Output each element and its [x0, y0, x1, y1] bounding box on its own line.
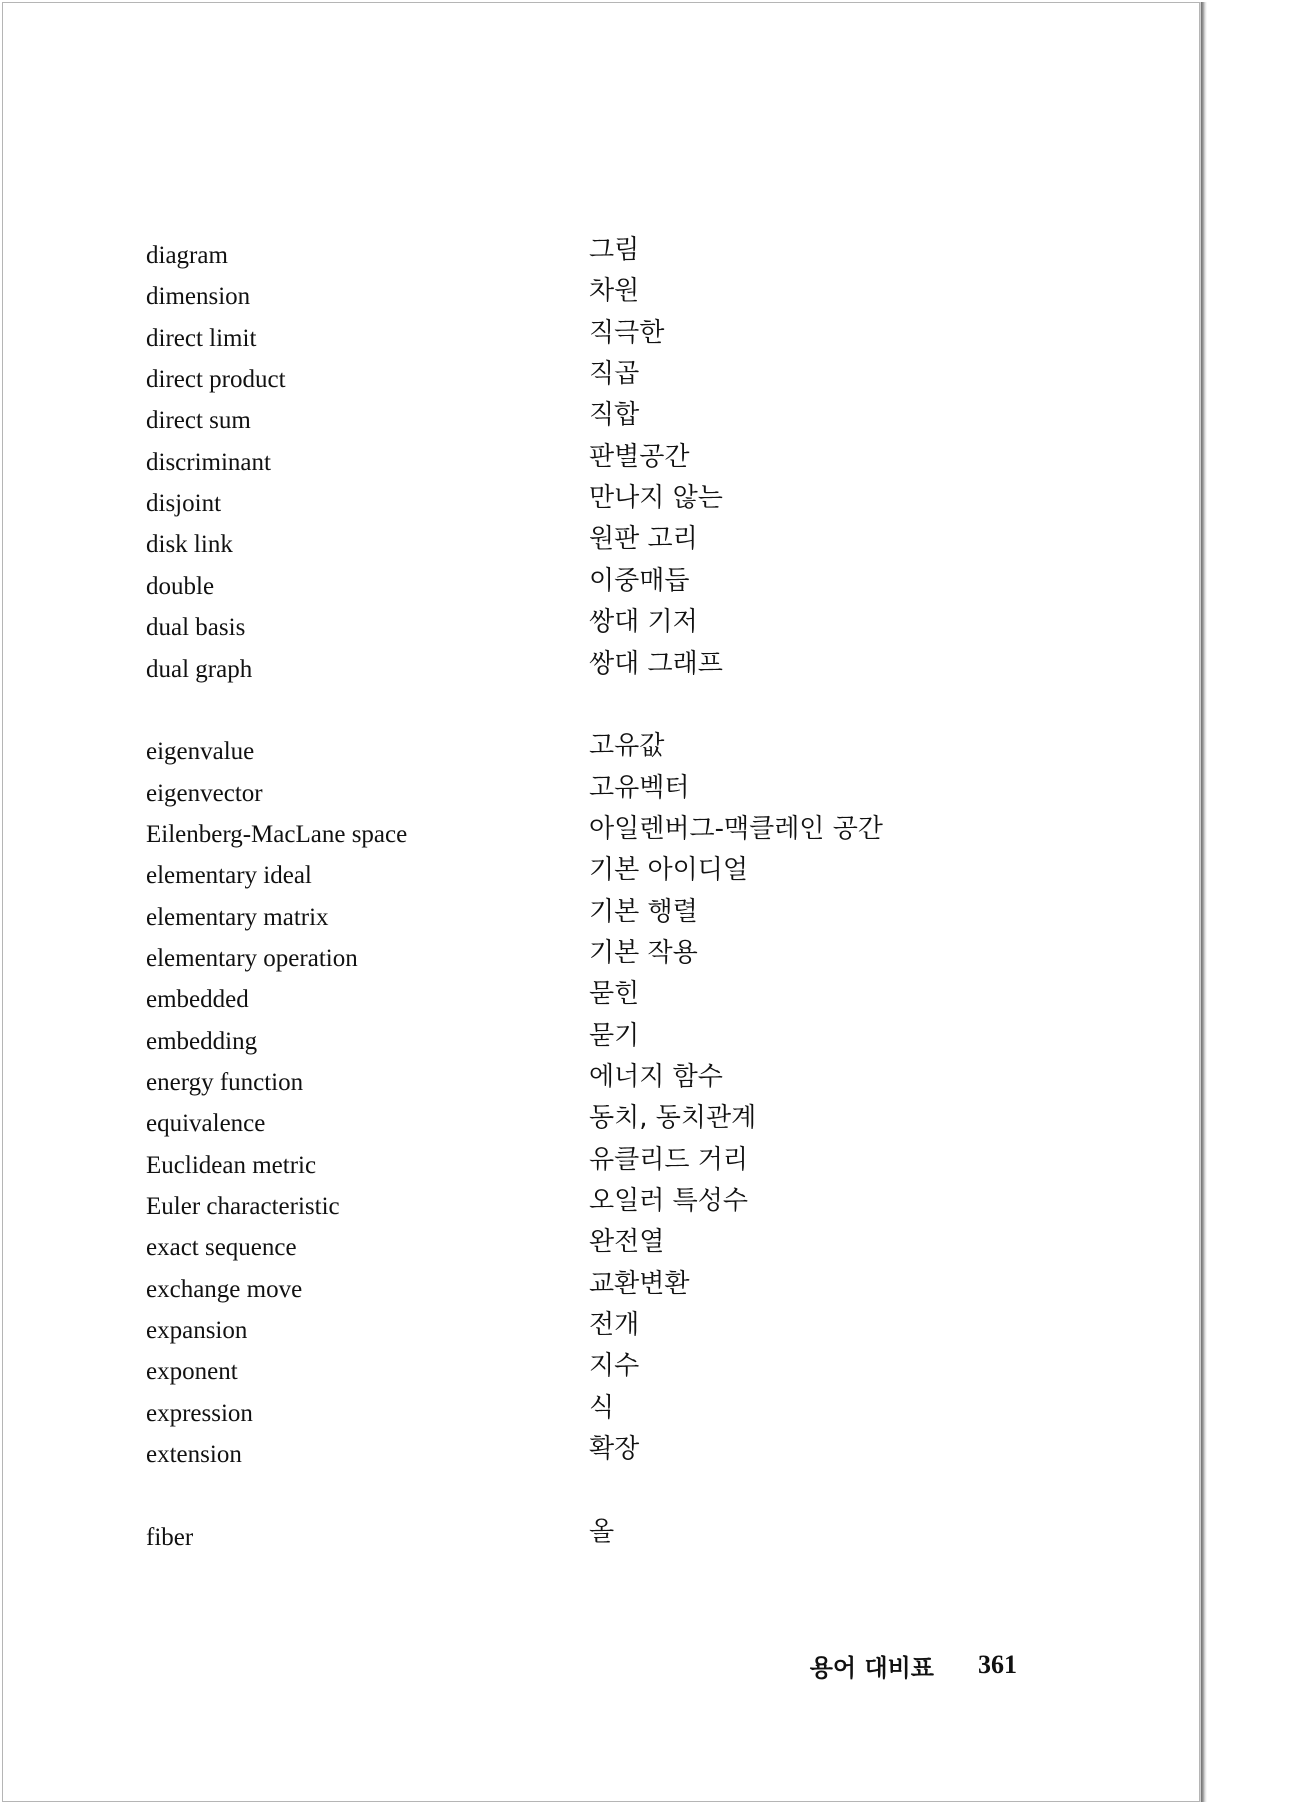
english-term: fiber	[146, 1524, 194, 1551]
korean-term: 직합	[589, 400, 640, 430]
english-term: dual basis	[146, 614, 246, 641]
english-term: discriminant	[146, 449, 271, 476]
korean-term: 직곱	[589, 359, 640, 389]
korean-term: 유클리드 거리	[589, 1145, 748, 1175]
english-term: direct product	[146, 366, 286, 393]
korean-term: 전개	[589, 1310, 640, 1340]
korean-term: 묻기	[589, 1021, 640, 1051]
glossary-list	[3, 3, 1199, 1801]
english-term: disk link	[146, 531, 233, 558]
korean-term: 그림	[589, 235, 640, 265]
korean-term: 올	[589, 1517, 615, 1547]
page-edge	[1201, 2, 1207, 1802]
english-term: energy function	[146, 1069, 304, 1096]
korean-term: 이중매듭	[589, 566, 690, 596]
korean-term: 에너지 함수	[589, 1062, 723, 1092]
korean-term: 기본 아이디얼	[589, 855, 748, 885]
korean-term: 확장	[589, 1434, 640, 1464]
document-page	[2, 2, 1200, 1802]
korean-term: 교환변환	[589, 1269, 690, 1299]
korean-term: 쌍대 그래프	[589, 649, 723, 679]
page-number: 361	[978, 1650, 1017, 1679]
english-term: eigenvector	[146, 780, 263, 807]
korean-term: 식	[589, 1393, 615, 1423]
english-term: elementary ideal	[146, 862, 312, 889]
english-term: eigenvalue	[146, 738, 255, 765]
english-term: expression	[146, 1400, 253, 1427]
english-term: dimension	[146, 283, 251, 310]
english-term: Euler characteristic	[146, 1193, 340, 1220]
english-term: diagram	[146, 242, 228, 269]
english-term: embedded	[146, 986, 249, 1013]
korean-term: 지수	[589, 1351, 640, 1381]
english-term: exact sequence	[146, 1234, 297, 1261]
english-term: Euclidean metric	[146, 1152, 317, 1179]
english-term: Eilenberg-MacLane space	[146, 821, 408, 848]
english-term: direct limit	[146, 325, 257, 352]
korean-term: 차원	[589, 276, 640, 306]
glossary-entry	[3, 649, 1199, 695]
korean-term: 기본 작용	[589, 938, 698, 968]
glossary-entry	[3, 1517, 1199, 1563]
korean-term: 기본 행렬	[589, 897, 698, 927]
english-term: exponent	[146, 1358, 238, 1385]
korean-term: 완전열	[589, 1227, 665, 1257]
english-term: elementary matrix	[146, 904, 329, 931]
korean-term: 원판 고리	[589, 524, 698, 554]
english-term: dual graph	[146, 656, 253, 683]
english-term: disjoint	[146, 490, 222, 517]
english-term: exchange move	[146, 1276, 303, 1303]
korean-term: 고유벡터	[589, 773, 690, 803]
korean-term: 판별공간	[589, 442, 690, 472]
english-term: equivalence	[146, 1110, 266, 1137]
korean-term: 만나지 않는	[589, 483, 723, 513]
korean-term: 동치, 동치관계	[589, 1103, 757, 1133]
english-term: double	[146, 573, 215, 600]
english-term: direct sum	[146, 407, 251, 434]
korean-term: 고유값	[589, 731, 665, 761]
korean-term: 아일렌버그-맥클레인 공간	[589, 814, 883, 844]
english-term: elementary operation	[146, 945, 358, 972]
korean-term: 오일러 특성수	[589, 1186, 748, 1216]
running-title: 용어 대비표	[809, 1653, 934, 1682]
english-term: extension	[146, 1441, 242, 1468]
page-footer	[810, 1645, 1017, 1685]
korean-term: 쌍대 기저	[589, 607, 698, 637]
korean-term: 묻힌	[589, 979, 640, 1009]
english-term: embedding	[146, 1028, 258, 1055]
glossary-entry	[3, 1434, 1199, 1480]
english-term: expansion	[146, 1317, 248, 1344]
korean-term: 직극한	[589, 318, 665, 348]
